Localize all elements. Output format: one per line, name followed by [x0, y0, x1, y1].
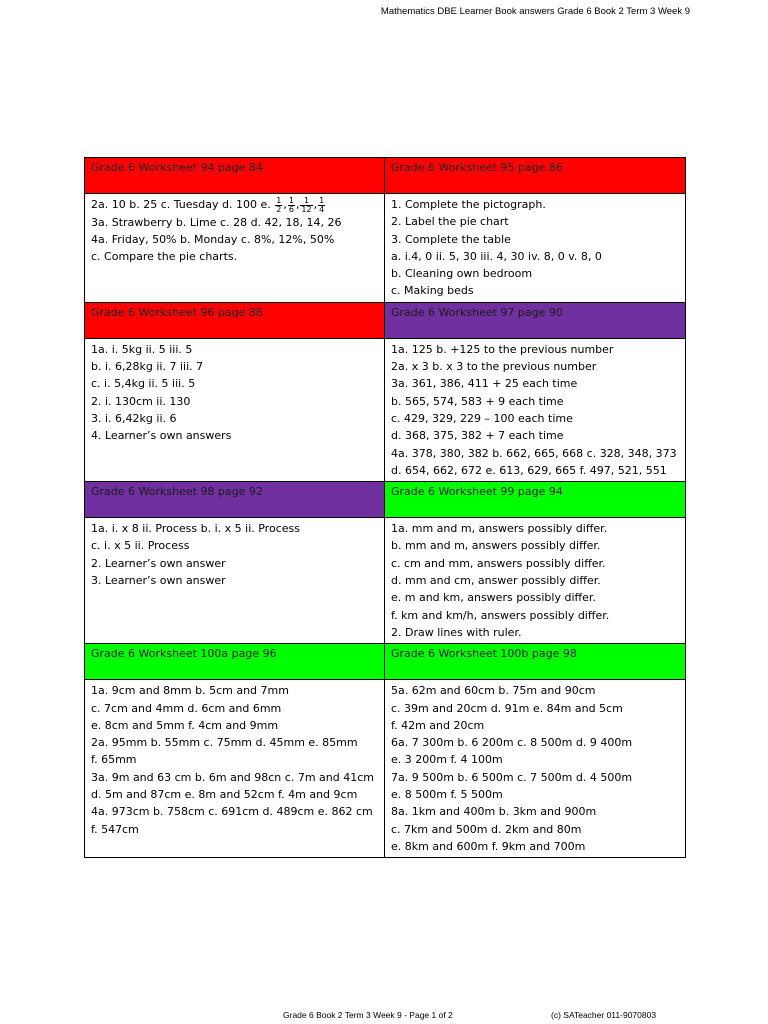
- page-header-title: Mathematics DBE Learner Book answers Grade 6 Book 2 Term 3 Week 9: [380, 6, 690, 17]
- answer-line: d. mm and cm, answer possibly differ.: [391, 574, 601, 588]
- answer-line: c. Making beds: [391, 284, 474, 298]
- answer-line: 2a. 10 b. 25 c. Tuesday d. 100 e. $\frac{1}{2}$ , $\frac{1}{6}$ , $\frac{1}{12}$ , $\frac{1}{4}$: [91, 195, 325, 214]
- worksheet-98-title: Grade 6 Worksheet 98 page 92: [85, 482, 385, 518]
- worksheet-95-title: Grade 6 Worksheet 95 page 86: [385, 158, 686, 194]
- answer-line: c. 39m and 20cm d. 91m e. 84m and 5cm: [391, 701, 623, 715]
- worksheet-100a-answers: [85, 680, 385, 858]
- answer-line: f. 547cm: [91, 822, 139, 836]
- worksheet-96-answers: [85, 338, 385, 481]
- worksheet-95-answers: [385, 194, 686, 303]
- answer-line: c. 7km and 500m d. 2km and 80m: [391, 822, 582, 836]
- worksheet-100b-answers: [385, 680, 686, 858]
- answer-line: e. m and km, answers possibly differ.: [391, 591, 596, 605]
- answer-line: e. 8 500m f. 5 500m: [391, 788, 503, 802]
- answer-line: d. 368, 375, 382 + 7 each time: [391, 429, 564, 443]
- answer-line: c. Compare the pie charts.: [91, 250, 238, 264]
- table-row-header-3: [85, 482, 686, 518]
- answer-line: 1a. mm and m, answers possibly differ.: [391, 522, 608, 536]
- answer-line-prefix: 2a. 10 b. 25 c. Tuesday d. 100 e.: [91, 198, 271, 211]
- answer-line: 4a. 973cm b. 758cm c. 691cm d. 489cm e. 862 cm: [91, 805, 373, 819]
- answer-line: 8a. 1km and 400m b. 3km and 900m: [391, 805, 597, 819]
- answer-line: c. i. 5,4kg ii. 5 iii. 5: [91, 377, 196, 391]
- answer-line: 1. Complete the pictograph.: [391, 198, 546, 211]
- fraction: $\frac{1}{4}$: [319, 195, 325, 214]
- answer-line: 4a. Friday, 50% b. Monday c. 8%, 12%, 50%: [91, 232, 335, 246]
- answer-line: 3a. Strawberry b. Lime c. 28 d. 42, 18, 14, 26: [91, 215, 342, 229]
- answer-line: 1a. 125 b. +125 to the previous number: [391, 342, 614, 356]
- table-row-header-2: [85, 302, 686, 338]
- page-header: [0, 6, 768, 17]
- worksheet-99-answers: [385, 518, 686, 644]
- fraction: $\frac{1}{12}$: [301, 195, 312, 214]
- answer-line: f. 65mm: [91, 753, 137, 767]
- answer-line: c. 429, 329, 229 – 100 each time: [391, 411, 573, 425]
- table-row-body-3: [85, 518, 686, 644]
- answer-line: 2. Draw lines with ruler.: [391, 625, 522, 639]
- answer-line: 3a. 361, 386, 411 + 25 each time: [391, 377, 578, 391]
- answer-line: 1a. i. 5kg ii. 5 iii. 5: [91, 342, 193, 356]
- fraction: $\frac{1}{6}$: [288, 195, 294, 214]
- answer-line: f. 42m and 20cm: [391, 718, 485, 732]
- answer-line: e. 8km and 600m f. 9km and 700m: [391, 839, 586, 853]
- worksheet-97-title: Grade 6 Worksheet 97 page 90: [385, 302, 686, 338]
- answer-line: 3. Learner’s own answer: [91, 574, 226, 588]
- answers-table: [84, 157, 686, 858]
- footer-copyright: (c) SATeacher 011-9070803: [551, 1010, 657, 1020]
- answer-line: d. 654, 662, 672 e. 613, 629, 665 f. 497, 521, 551: [391, 463, 667, 477]
- answer-line: 7a. 9 500m b. 6 500m c. 7 500m d. 4 500m: [391, 770, 633, 784]
- worksheet-100a-title: Grade 6 Worksheet 100a page 96: [85, 644, 385, 680]
- answer-line: 1a. 9cm and 8mm b. 5cm and 7mm: [91, 684, 289, 698]
- answer-line: c. i. x 5 ii. Process: [91, 539, 190, 553]
- answer-line: 3. i. 6,42kg ii. 6: [91, 411, 177, 425]
- answer-line: b. 565, 574, 583 + 9 each time: [391, 394, 564, 408]
- worksheet-97-answers: [385, 338, 686, 481]
- answer-line: d. 5m and 87cm e. 8m and 52cm f. 4m and 9cm: [91, 788, 358, 802]
- answer-line: 6a. 7 300m b. 6 200m c. 8 500m d. 9 400m: [391, 736, 633, 750]
- answer-line: 2a. x 3 b. x 3 to the previous number: [391, 360, 597, 374]
- answer-line: 1a. i. x 8 ii. Process b. i. x 5 ii. Process: [91, 522, 300, 536]
- answer-line: 4. Learner’s own answers: [91, 429, 232, 443]
- answer-line: b. i. 6,28kg ii. 7 iii. 7: [91, 360, 204, 374]
- answer-line: 4a. 378, 380, 382 b. 662, 665, 668 c. 328, 348, 373: [391, 446, 677, 460]
- answer-line: e. 8cm and 5mm f. 4cm and 9mm: [91, 718, 279, 732]
- answer-line: c. 7cm and 4mm d. 6cm and 6mm: [91, 701, 282, 715]
- table-row-body-1: [85, 194, 686, 303]
- worksheet-98-answers: [85, 518, 385, 644]
- answer-line: 2a. 95mm b. 55mm c. 75mm d. 45mm e. 85mm: [91, 736, 358, 750]
- answer-line: f. km and km/h, answers possibly differ.: [391, 608, 610, 622]
- answer-line: a. i.4, 0 ii. 5, 30 iii. 4, 30 iv. 8, 0 v. 8, 0: [391, 249, 602, 263]
- worksheet-94-title: Grade 6 Worksheet 94 page 84: [85, 158, 385, 194]
- answer-line: 3a. 9m and 63 cm b. 6m and 98cn c. 7m and 41cm: [91, 770, 374, 784]
- answer-line: 2. i. 130cm ii. 130: [91, 394, 191, 408]
- answer-line: b. Cleaning own bedroom: [391, 267, 533, 281]
- worksheet-94-answers: [85, 194, 385, 303]
- table-row-header-4: [85, 644, 686, 680]
- worksheet-100b-title: Grade 6 Worksheet 100b page 98: [385, 644, 686, 680]
- answer-line: e. 3 200m f. 4 100m: [391, 753, 503, 767]
- answer-line: c. cm and mm, answers possibly differ.: [391, 556, 606, 570]
- fraction: $\frac{1}{2}$: [276, 195, 282, 214]
- table-row-header-1: [85, 158, 686, 194]
- answer-line: 5a. 62m and 60cm b. 75m and 90cm: [391, 684, 596, 698]
- answer-line: b. mm and m, answers possibly differ.: [391, 539, 601, 553]
- footer-page-label: Grade 6 Book 2 Term 3 Week 9 - Page 1 of 2: [283, 1010, 453, 1020]
- table-row-body-4: [85, 680, 686, 858]
- table-row-body-2: [85, 338, 686, 481]
- answer-line: 3. Complete the table: [391, 232, 511, 246]
- worksheet-99-title: Grade 6 Worksheet 99 page 94: [385, 482, 686, 518]
- answer-line: 2. Label the pie chart: [391, 215, 509, 229]
- worksheet-96-title: Grade 6 Worksheet 96 page 88: [85, 302, 385, 338]
- answer-line: 2. Learner’s own answer: [91, 556, 226, 570]
